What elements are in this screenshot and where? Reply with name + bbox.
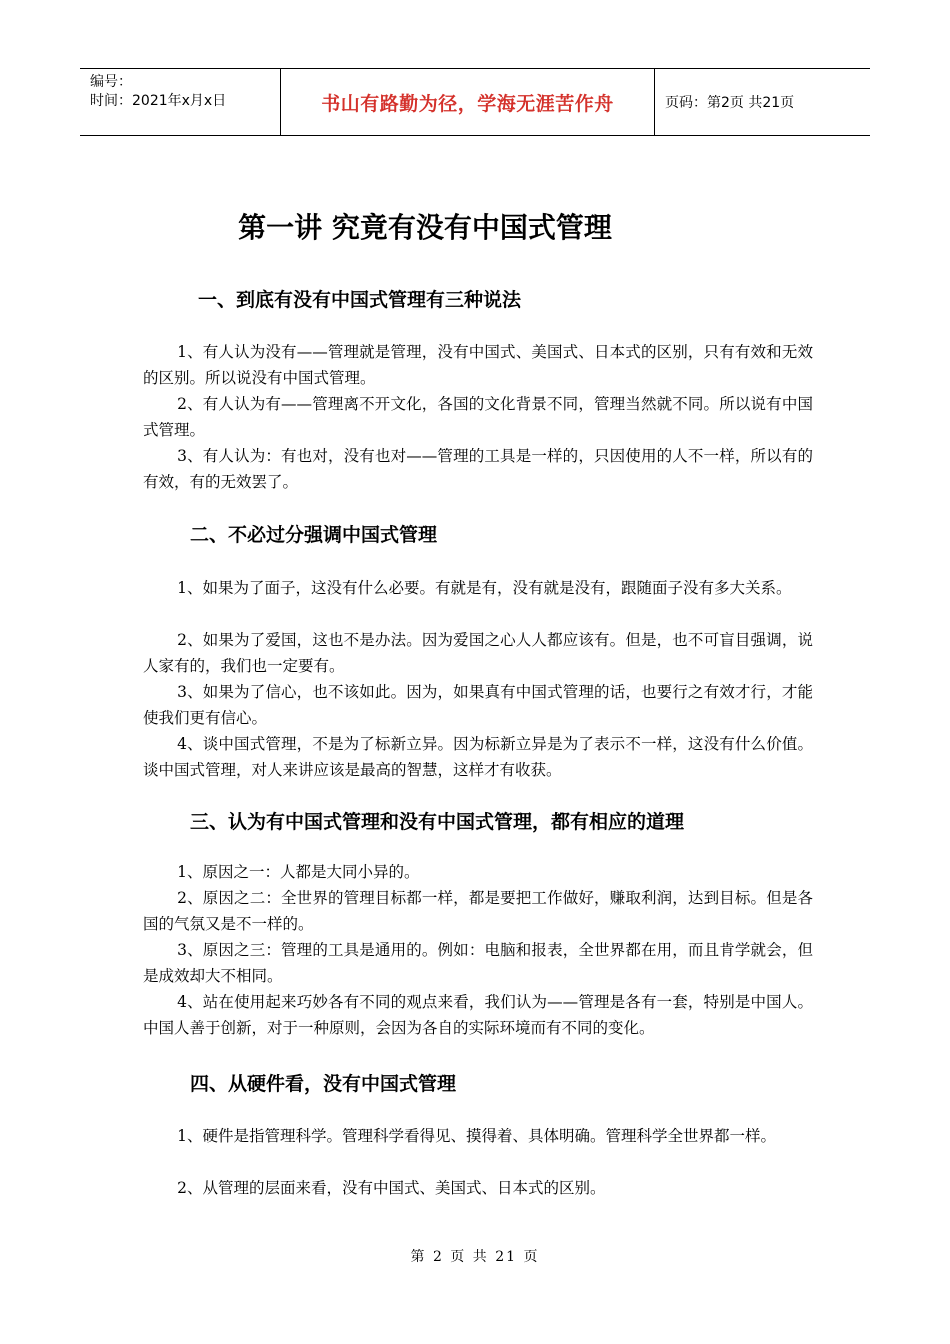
section-3-heading: 三、认为有中国式管理和没有中国式管理，都有相应的道理 (190, 811, 685, 833)
paragraph: 1、如果为了面子，这没有什么必要。有就是有，没有就是没有，跟随面子没有多大关系。 (177, 579, 792, 597)
paragraph: 3、有人认为：有也对，没有也对——管理的工具是一样的，只因使用的人不一样，所以有的有效，有的无效罢了。 (143, 447, 813, 491)
paragraph: 3、如果为了信心，也不该如此。因为，如果真有中国式管理的话，也要行之有效才行，才能使我们更有信心。 (143, 683, 813, 727)
paragraph: 2、原因之二：全世界的管理目标都一样，都是要把工作做好，赚取利润，达到目标。但是各国的气氛又是不一样的。 (143, 889, 813, 933)
paragraph: 2、有人认为有——管理离不开文化，各国的文化背景不同，管理当然就不同。所以说有中国式管理。 (143, 395, 813, 439)
time-label: 时间：2021年x月x日 (90, 93, 227, 109)
header-motto-cell (281, 69, 655, 135)
number-label: 编号： (90, 74, 132, 90)
paragraph: 2、如果为了爱国，这也不是办法。因为爱国之心人人都应该有。但是，也不可盲目强调，说人家有的，我们也一定要有。 (143, 631, 813, 675)
section-2-heading: 二、不必过分强调中国式管理 (190, 524, 438, 546)
paragraph: 2、从管理的层面来看，没有中国式、美国式、日本式的区别。 (177, 1179, 606, 1197)
paragraph: 1、原因之一：人都是大同小异的。 (177, 863, 420, 881)
section-1-heading: 一、到底有没有中国式管理有三种说法 (198, 289, 522, 311)
header-meta (80, 69, 281, 135)
document-title: 第一讲 究竟有没有中国式管理 (238, 211, 612, 244)
paragraph: 3、原因之三：管理的工具是通用的。例如：电脑和报表，全世界都在用，而且肯学就会，但是成效却大不相同。 (143, 941, 813, 985)
header-table (80, 68, 870, 136)
paragraph: 1、有人认为没有——管理就是管理，没有中国式、美国式、日本式的区别，只有有效和无效的区别。所以说没有中国式管理。 (143, 343, 813, 387)
motto-text: 书山有路勤为径，学海无涯苦作舟 (321, 92, 614, 115)
section-4-heading: 四、从硬件看，没有中国式管理 (190, 1073, 457, 1095)
page-footer: 第 2 页 共 21 页 (410, 1249, 540, 1265)
paragraph: 4、站在使用起来巧妙各有不同的观点来看，我们认为——管理是各有一套，特别是中国人。中国人善于创新，对于一种原则，会因为各自的实际环境而有不同的变化。 (143, 993, 813, 1037)
page-info: 页码：第2页 共21页 (665, 95, 795, 111)
paragraph: 4、谈中国式管理，不是为了标新立异。因为标新立异是为了表示不一样，这没有什么价值。谈中国式管理，对人来讲应该是最高的智慧，这样才有收获。 (143, 735, 813, 779)
paragraph: 1、硬件是指管理科学。管理科学看得见、摸得着、具体明确。管理科学全世界都一样。 (177, 1127, 776, 1145)
